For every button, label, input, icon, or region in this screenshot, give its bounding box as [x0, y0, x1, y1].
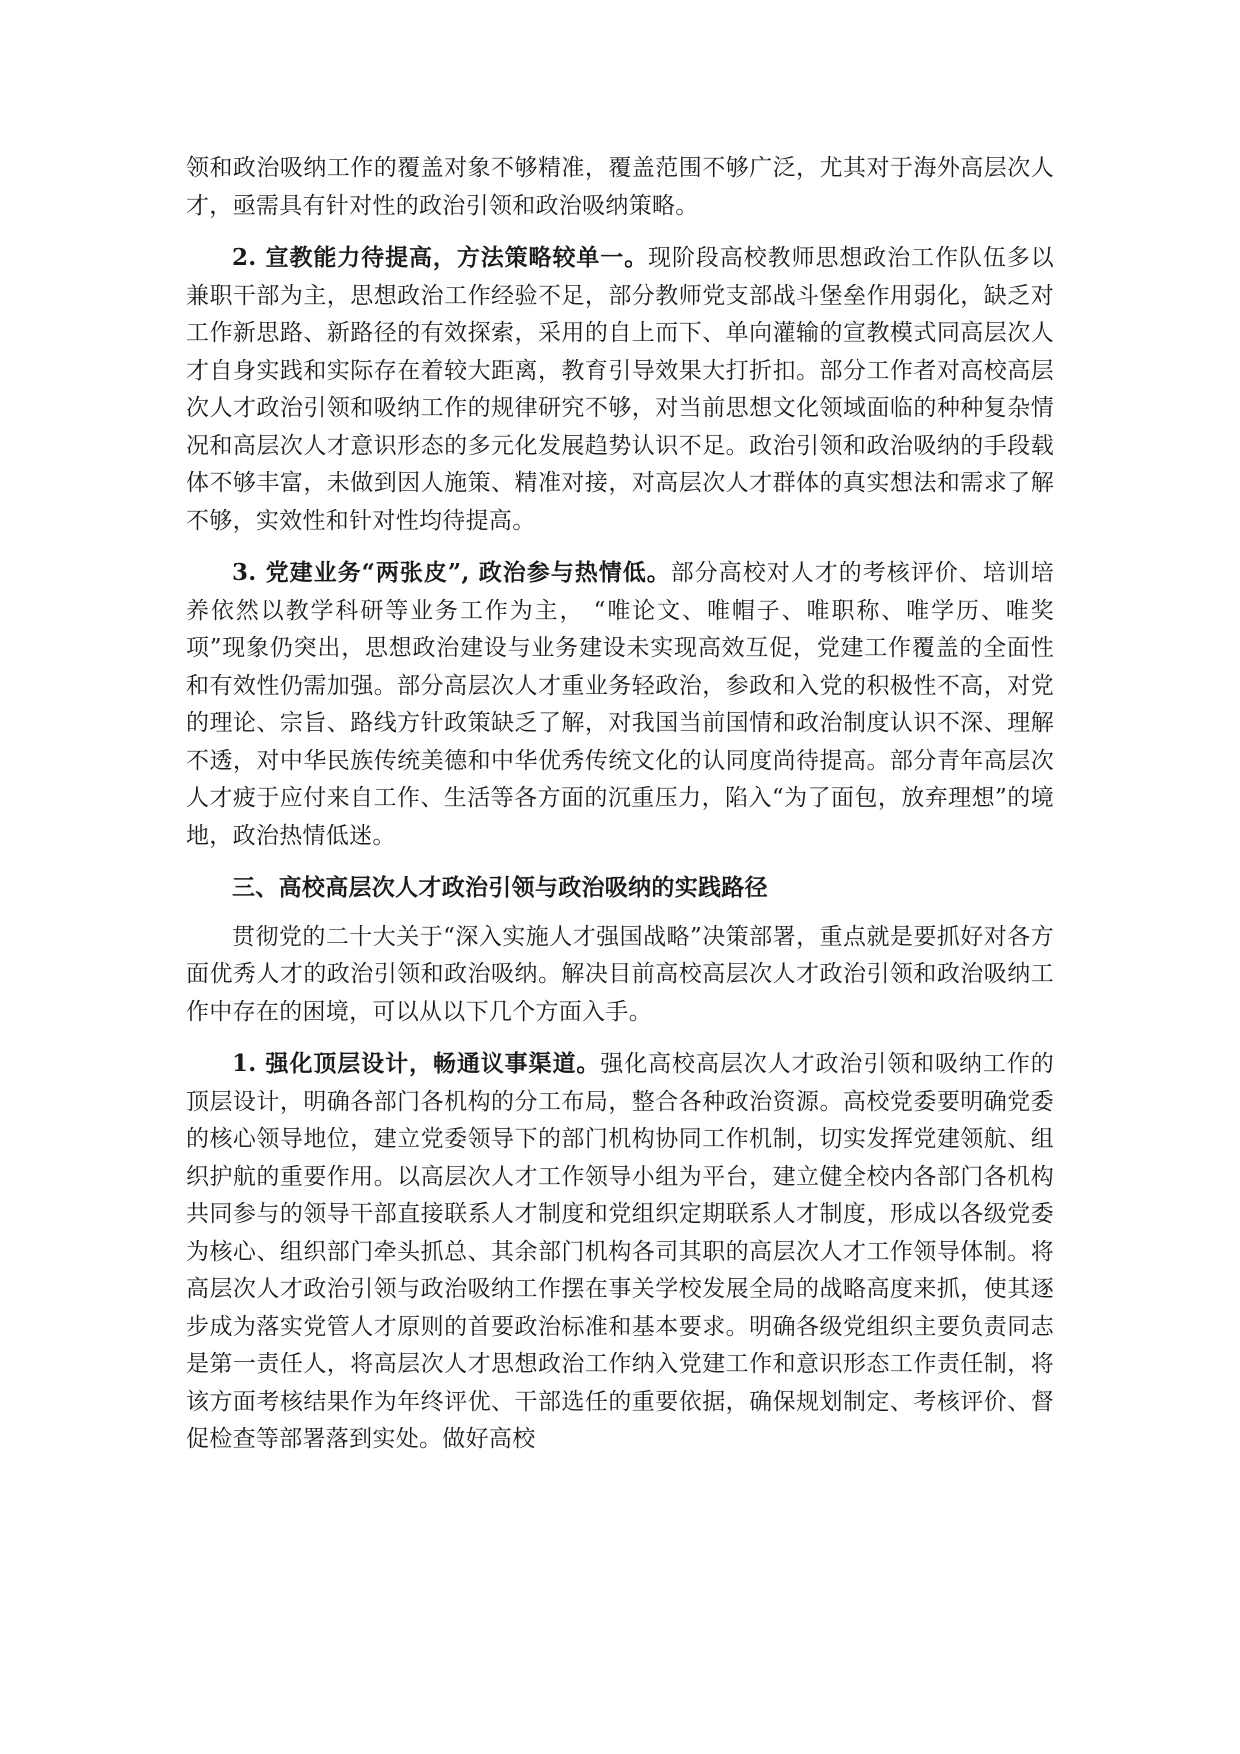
paragraph-text: 部分高校对人才的考核评价、培训培养依然以教学科研等业务工作为主， “唯论文、唯帽子、唯职称、唯学历、唯奖项”现象仍突出，思想政治建设与业务建设未实现高效互促，党建工作覆盖的全面性和有效性仍需加强。部分高层次人才重业务轻政治，参政和入党的积极性不高，对党的理论、宗旨、路线方针政策缺乏了解，对我国当前国情和政治制度认识不深、理解不透，对中华民族传统美德和中华优秀传统文化的认同度尚待提高。部分青年高层次人才疲于应付来自工作、生活等各方面的沉重压力，陷入“为了面包，放弃理想”的境地，政治热情低迷。 — [186, 560, 1055, 849]
paragraph-text: 领和政治吸纳工作的覆盖对象不够精准，覆盖范围不够广泛，尤其对于海外高层次人才，亟需具有针对性的政治引领和政治吸纳策略。 — [186, 155, 1054, 219]
paragraph-point-1 — [186, 1045, 1054, 1459]
section-heading: 三、高校高层次人才政治引领与政治吸纳的实践路径 — [232, 874, 768, 901]
document-page — [186, 150, 1054, 1473]
paragraph-lead: 2. 宣教能力待提高，方法策略较单一。 — [232, 244, 649, 271]
paragraph-continuation — [186, 150, 1054, 225]
paragraph-point-2 — [186, 239, 1054, 540]
paragraph-lead: 1. 强化顶层设计，畅通议事渠道。 — [232, 1050, 601, 1077]
paragraph-text: 现阶段高校教师思想政治工作队伍多以兼职干部为主，思想政治工作经验不足，部分教师党支部战斗堡垒作用弱化，缺乏对工作新思路、新路径的有效探索，采用的自上而下、单向灌输的宣教模式同高层次人才自身实践和实际存在着较大距离，教育引导效果大打折扣。部分工作者对高校高层次人才政治引领和吸纳工作的规律研究不够，对当前思想文化领域面临的种种复杂情况和高层次人才意识形态的多元化发展趋势认识不足。政治引领和政治吸纳的手段载体不够丰富，未做到因人施策、精准对接，对高层次人才群体的真实想法和需求了解不够，实效性和针对性均待提高。 — [186, 245, 1054, 534]
paragraph-text: 贯彻党的二十大关于“深入实施人才强国战略”决策部署，重点就是要抓好对各方面优秀人才的政治引领和政治吸纳。解决目前高校高层次人才政治引领和政治吸纳工作中存在的困境，可以从以下几个方面入手。 — [186, 923, 1054, 1025]
paragraph-text: 强化高校高层次人才政治引领和吸纳工作的顶层设计，明确各部门各机构的分工布局，整合各种政治资源。高校党委要明确党委的核心领导地位，建立党委领导下的部门机构协同工作机制，切实发挥党建领航、组织护航的重要作用。以高层次人才工作领导小组为平台，建立健全校内各部门各机构共同参与的领导干部直接联系人才制度和党组织定期联系人才制度，形成以各级党委为核心、组织部门牵头抓总、其余部门机构各司其职的高层次人才工作领导体制。将高层次人才政治引领与政治吸纳工作摆在事关学校发展全局的战略高度来抓，使其逐步成为落实党管人才原则的首要政治标准和基本要求。明确各级党组织主要负责同志是第一责任人，将高层次人才思想政治工作纳入党建工作和意识形态工作责任制，将该方面考核结果作为年终评优、干部选任的重要依据，确保规划制定、考核评价、督促检查等部署落到实处。做好高校 — [186, 1051, 1054, 1452]
paragraph-lead: 3. 党建业务“两张皮”, 政治参与热情低。 — [232, 559, 671, 586]
paragraph-point-3 — [186, 554, 1054, 855]
paragraph-intro — [186, 919, 1054, 1032]
